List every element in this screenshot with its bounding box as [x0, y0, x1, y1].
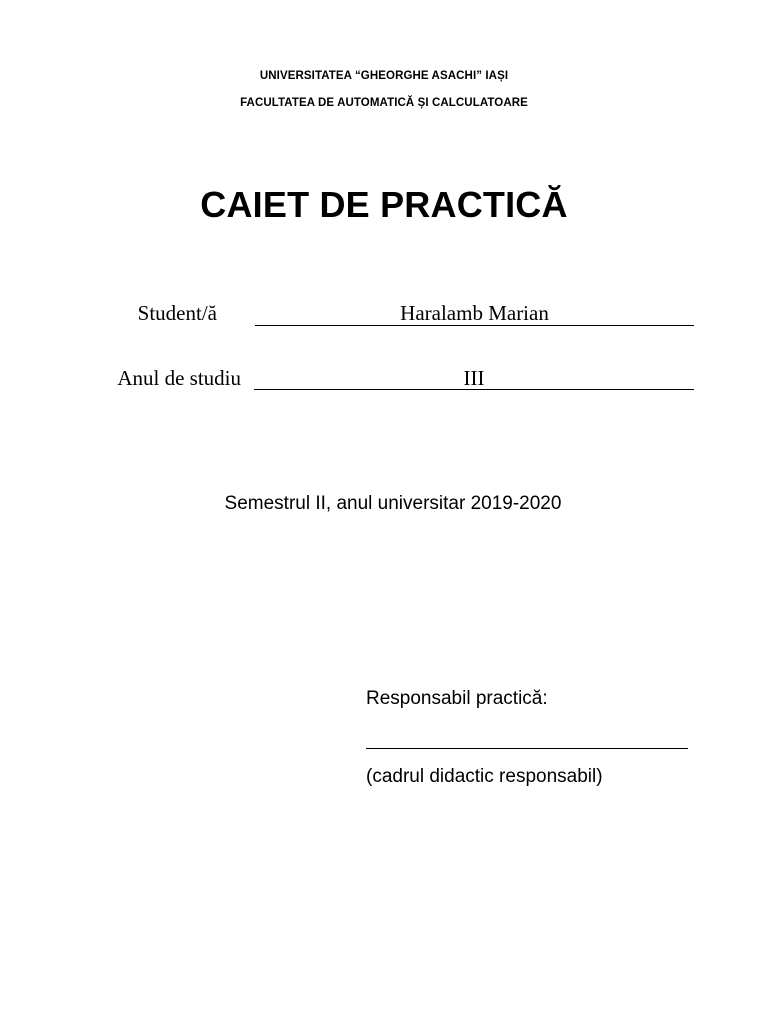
responsible-caption: (cadrul didactic responsabil): [366, 766, 603, 787]
study-year-label: Anul de studiu: [117, 366, 241, 390]
student-label: Student/ă: [137, 301, 217, 325]
responsible-label: Responsabil practică:: [366, 688, 548, 709]
document-title: CAIET DE PRACTICĂ: [200, 184, 568, 225]
university-name: UNIVERSITATEA “GHEORGHE ASACHI” IAȘI: [259, 70, 509, 82]
study-year-value: III: [463, 366, 485, 390]
signature-line: [366, 748, 688, 749]
student-name-value: Haralamb Marian: [400, 301, 549, 325]
faculty-name: FACULTATEA DE AUTOMATICĂ ȘI CALCULATOARE: [240, 97, 528, 109]
semester-info: Semestrul II, anul universitar 2019-2020: [224, 493, 562, 514]
